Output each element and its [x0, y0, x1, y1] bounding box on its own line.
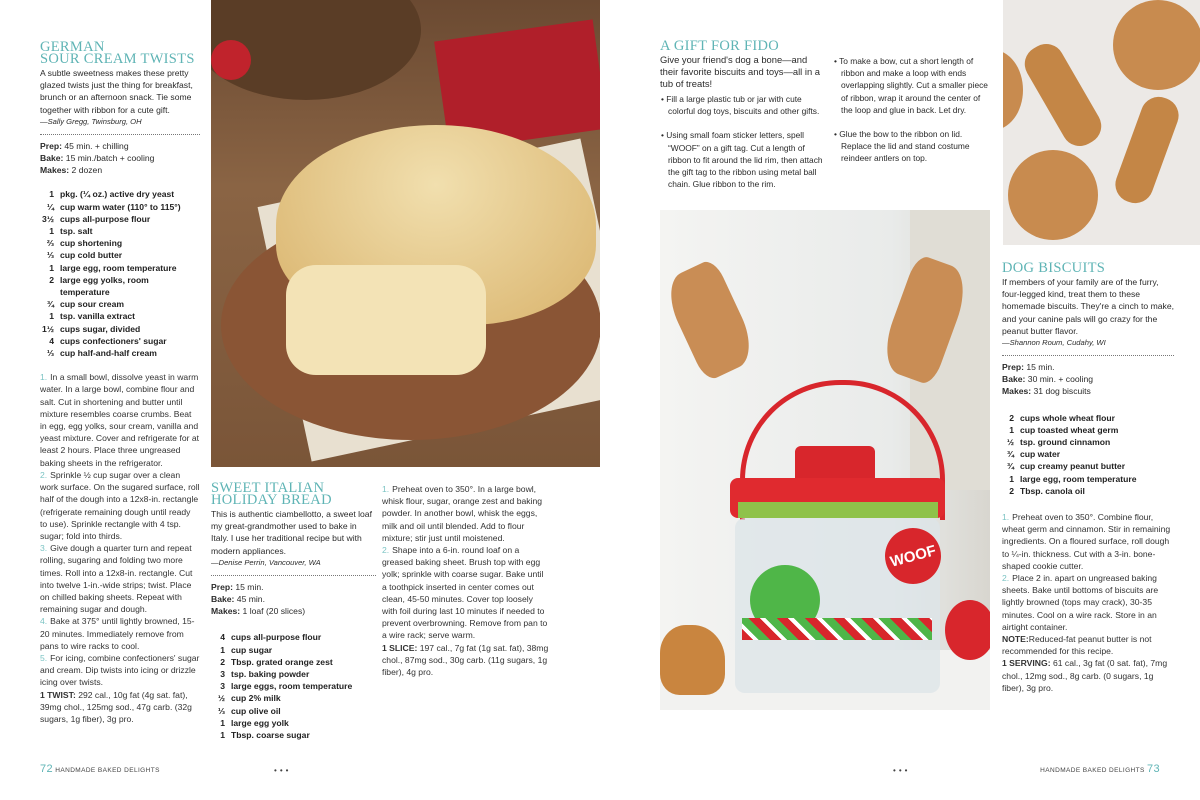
meta-prep [211, 581, 376, 593]
ingredient-name: cups whole wheat flour [1020, 412, 1116, 423]
ingredient-quantity: ¼ [46, 201, 54, 212]
ingredient [40, 262, 200, 274]
bullet-text: Using small foam sticker letters, spell “WOOF” on a gift tag. Cut a length of ribbon to fit around the lid rim, then attach the gift tag to the ribbon using metal ball chain. Glue ribbon to the rim. [666, 130, 823, 190]
ingredient [40, 201, 200, 213]
meta-value: 15 min. [235, 581, 264, 592]
meta-value: 45 min. [236, 594, 265, 605]
ingredient-quantity: 1 [1009, 473, 1014, 484]
meta-value: 15 min. [1026, 362, 1055, 373]
ingredient-list [211, 631, 376, 741]
recipe-meta [40, 140, 200, 177]
page-number-right: 73 [1146, 763, 1160, 775]
ingredient-name: cup creamy peanut butter [1020, 461, 1126, 472]
meta-prep [40, 140, 200, 152]
meta-bake [1002, 373, 1174, 385]
nutrition-label: 1 TWIST: [40, 689, 76, 700]
meta-value: 2 dozen [71, 165, 103, 176]
ingredient [40, 310, 200, 322]
ingredient-name: tsp. baking powder [231, 669, 310, 680]
ingredient-name: cup cold butter [60, 250, 123, 261]
ingredient-name: cup warm water (110° to 115°) [60, 201, 181, 212]
step [40, 615, 200, 652]
ingredient [211, 705, 376, 717]
ingredient-name: cup olive oil [231, 705, 281, 716]
instruction-bullet: • Using small foam sticker letters, spell “WOOF” on a gift tag. Cut a length of ribbon to fit around the lid rim, then attach the gift tag to the ribbon using metal ball chain. Glue ribbon to the rim. [661, 130, 823, 190]
section-name: HANDMADE BAKED DELIGHTS [1040, 767, 1145, 774]
ingredient [1000, 436, 1174, 448]
ornament [211, 40, 251, 80]
dog-treat-jar-photo [660, 210, 990, 710]
step-text: Give dough a quarter turn and repeat rolling, sugaring and folding two more times. Roll into a 12x8-in. rectangle. Cut into twelve 1-in.-wide strips; twist. Place on chilled baking sheets. Repeat with remaining sugar and dough. [40, 543, 193, 615]
round-biscuit [1113, 0, 1200, 90]
ingredient-name: cup sour cream [60, 299, 124, 310]
ingredient-quantity: 2 [1009, 485, 1014, 496]
step-number: 1. [382, 484, 390, 494]
step [40, 652, 200, 689]
recipe-german-sour-cream-twists [40, 41, 200, 725]
ingredient-quantity: 4 [49, 335, 54, 346]
ingredient [211, 692, 376, 704]
ingredient-quantity: 1 [49, 311, 54, 322]
nutrition-text: 292 cal., 10g fat (4g sat. fat), 39mg chol., 125mg sod., 47g carb. (32g sugars, 1g fiber), 3g pro. [40, 689, 192, 724]
title-line: SOUR CREAM TWISTS [40, 51, 195, 67]
bullet-text: To make a bow, cut a short length of ribbon and make a loop with ends overlapping slightly. Cut a smaller piece of ribbon, wrap it around the center of the loop and glue in back. Let dry. [839, 56, 988, 115]
recipe-title: DOG BISCUITS [1002, 260, 1106, 276]
step-number: 1. [40, 372, 48, 383]
meta-label: Prep: [1002, 362, 1024, 373]
striped-ribbon [742, 618, 932, 640]
step-number: 3. [40, 543, 48, 554]
gift-for-fido [660, 38, 990, 190]
recipe-intro: A subtle sweetness makes these pretty glazed twists just the thing for breakfast, brunch or an afternoon snack. Tie some together with ribbon for a cute gift. [40, 68, 193, 115]
meta-value: 30 min. + cooling [1027, 374, 1094, 385]
title-line: SWEET ITALIAN [211, 480, 325, 496]
instruction-bullet: • To make a bow, cut a short length of ribbon and make a loop with ends overlapping slightly. Cut a smaller piece of ribbon, wrap it around the center of the loop and glue in back. Let dry. [834, 56, 988, 115]
ingredient-name: large egg, room temperature [60, 262, 177, 273]
ingredient-name: cups all-purpose flour [60, 213, 151, 224]
recipe-sweet-italian-holiday-bread [211, 482, 376, 741]
ingredient-name: cups sugar, divided [60, 323, 141, 334]
bullet-text: Glue the bow to the ribbon on lid. Replace the lid and stand costume reindeer antlers on top. [839, 129, 970, 164]
recipe-note [1002, 633, 1174, 657]
meta-value: 15 min./batch + cooling [65, 153, 155, 164]
recipe-meta [211, 581, 376, 618]
recipe-byline: —Shannon Roum, Cudahy, WI [1002, 338, 1106, 348]
footer-dots: • • • [893, 766, 908, 775]
ingredient-list [1000, 412, 1174, 497]
step-number: 2. [40, 469, 48, 480]
ingredient-name: Tbsp. coarse sugar [231, 730, 310, 741]
ingredient [40, 225, 200, 237]
ingredient-name: cups confectioners' sugar [60, 335, 167, 346]
ingredient-quantity: 3 [220, 669, 225, 680]
ingredient [1000, 448, 1174, 460]
nutrition-facts [1002, 657, 1174, 694]
ingredient [211, 644, 376, 656]
round-biscuit [1003, 50, 1023, 130]
nutrition-text: 61 cal., 3g fat (0 sat. fat), 7mg chol., 12mg sod., 8g carb. (0 sugars, 1g fiber), 3g pro. [1002, 658, 1168, 693]
recipe-byline: —Denise Perrin, Vancouver, WA [211, 557, 321, 567]
ingredient [1000, 412, 1174, 424]
ingredient-name: cup 2% milk [231, 693, 281, 704]
ingredient-name: cup water [1020, 449, 1061, 460]
ingredient-quantity: 1 [1009, 424, 1014, 435]
ingredient-quantity: ⅔ [46, 238, 54, 249]
dotted-divider [1002, 355, 1174, 356]
ingredient-name: cup half-and-half cream [60, 348, 157, 359]
ingredient-name: tsp. salt [60, 226, 93, 237]
ingredient-name: tsp. ground cinnamon [1020, 437, 1111, 448]
ingredient [1000, 424, 1174, 436]
meta-makes [211, 605, 376, 617]
instructions-col2 [833, 55, 993, 177]
green-ribbon [738, 502, 938, 518]
recipe-dog-biscuits [1002, 262, 1174, 694]
step [40, 371, 200, 469]
recipe-steps [382, 483, 550, 642]
note-label: NOTE: [1002, 634, 1029, 645]
ingredient-quantity: ⅓ [46, 348, 54, 359]
step [1002, 572, 1174, 633]
ingredient [40, 347, 200, 359]
step-number: 2. [382, 545, 390, 556]
ingredient [40, 213, 200, 225]
section-name: HANDMADE BAKED DELIGHTS [55, 767, 160, 774]
meta-label: Prep: [40, 140, 62, 151]
ingredient-name: large egg yolks, room temperature [60, 274, 149, 298]
meta-label: Bake: [211, 594, 235, 605]
ingredient-name: cup toasted wheat germ [1020, 424, 1119, 435]
recipe-steps [1002, 511, 1174, 633]
step [40, 542, 200, 615]
ingredient [40, 335, 200, 347]
recipe-intro: This is authentic ciambellotto, a sweet loaf my great-grandmother used to bake in Italy. I use her traditional recipe but with modern appliances. [211, 509, 372, 556]
ingredient-quantity: 2 [220, 656, 225, 667]
ingredient [40, 298, 200, 310]
meta-prep [1002, 361, 1174, 373]
ingredient-quantity: ⅓ [217, 705, 225, 716]
ingredient [1000, 460, 1174, 472]
ingredient-name: cup shortening [60, 238, 123, 249]
nutrition-label: 1 SERVING: [1002, 658, 1051, 669]
recipe-title [211, 482, 376, 506]
meta-makes [40, 164, 200, 176]
left-antler [660, 257, 760, 382]
ingredient [211, 717, 376, 729]
step [1002, 511, 1174, 572]
ingredient-name: large egg yolk [231, 717, 289, 728]
ingredient-quantity: ⅓ [46, 250, 54, 261]
ingredient-quantity: 1½ [42, 323, 54, 334]
step-text: Place 2 in. apart on ungreased baking sheets. Bake until bottoms of biscuits are lightly browned (tops may crack), 30-35 minutes. Cool on a wire rack. Store in an airtight container. [1002, 573, 1159, 632]
ingredient-name: tsp. vanilla extract [60, 311, 135, 322]
ingredient [1000, 485, 1174, 497]
ingredient-quantity: ¾ [1006, 449, 1014, 460]
step-text: Bake at 375° until lightly browned, 15-20 minutes. Immediately remove from pans to wire racks to cool. [40, 616, 195, 651]
step [40, 469, 200, 542]
step [382, 544, 550, 642]
italian-bread-photo [211, 0, 600, 467]
ingredient-name: Tbsp. grated orange zest [231, 656, 333, 667]
ingredient [211, 668, 376, 680]
meta-label: Makes: [40, 165, 70, 176]
ingredient-name: Tbsp. canola oil [1020, 485, 1085, 496]
ingredient-quantity: ½ [217, 693, 225, 704]
step-number: 1. [1002, 512, 1010, 523]
squirrel-biscuit [660, 625, 725, 695]
ingredient [211, 680, 376, 692]
woof-gift-tag: WOOF [879, 522, 948, 591]
ingredient-quantity: 1 [49, 189, 54, 200]
ingredient [1000, 473, 1174, 485]
ingredient [40, 188, 200, 200]
bullet-text: Fill a large plastic tub or jar with cute colorful dog toys, biscuits and other gifts. [666, 94, 820, 117]
ingredient [211, 656, 376, 668]
recipe-meta [1002, 361, 1174, 398]
dotted-divider [211, 575, 376, 576]
meta-label: Bake: [1002, 374, 1026, 385]
round-biscuit [1008, 150, 1098, 240]
footer-left [40, 763, 160, 775]
ingredient-quantity: 4 [220, 632, 225, 643]
nutrition-facts [382, 642, 550, 679]
meta-makes [1002, 385, 1174, 397]
bone-biscuit [1018, 37, 1108, 152]
step-text: Preheat oven to 350°. In a large bowl, whisk flour, sugar, orange zest and baking powder. In another bowl, whisk the eggs, milk and oil until blended. Add to flour mixture; stir just until moistened. [382, 484, 543, 543]
bone-biscuit [1110, 92, 1183, 208]
ingredient [40, 249, 200, 261]
ingredient-quantity: ¾ [1006, 461, 1014, 472]
note-text: Reduced-fat peanut butter is not recommended for this recipe. [1002, 634, 1152, 657]
ingredient-quantity: 1 [49, 262, 54, 273]
ingredient-list [40, 188, 200, 359]
footer-right [1040, 763, 1160, 775]
recipe-title [40, 41, 200, 65]
ingredient [40, 274, 200, 298]
page-number-left: 72 [40, 763, 54, 775]
ingredient [40, 323, 200, 335]
step [382, 483, 550, 544]
meta-bake [211, 593, 376, 605]
title-line: GERMAN [40, 39, 105, 55]
step-text: Sprinkle ½ cup sugar over a clean work surface. On the sugared surface, roll half of the dough into a 12x8-in. rectangle (refrigerate remaining dough until ready to use). Sprinkle rectangle with 4 tsp. sugar; fold into thirds. [40, 469, 200, 541]
ingredient-quantity: 1 [220, 717, 225, 728]
step-number: 2. [1002, 573, 1010, 584]
ingredient [40, 237, 200, 249]
ingredient-quantity: 1 [220, 644, 225, 655]
dotted-divider [40, 134, 200, 135]
ingredient-quantity: 3 [220, 681, 225, 692]
ingredient-quantity: ¾ [46, 299, 54, 310]
ingredient-quantity: 3½ [42, 213, 54, 224]
recipe-byline: —Sally Gregg, Twinsburg, OH [40, 116, 142, 126]
meta-value: 1 loaf (20 slices) [242, 606, 306, 617]
recipe-steps [40, 371, 200, 688]
instruction-bullet: • Fill a large plastic tub or jar with cute colorful dog toys, biscuits and other gifts. [661, 94, 820, 117]
ingredient [211, 729, 376, 741]
meta-value: 31 dog biscuits [1033, 386, 1091, 397]
ingredient-quantity: 2 [1009, 412, 1014, 423]
ingredient [211, 631, 376, 643]
ingredient-name: large egg, room temperature [1020, 473, 1137, 484]
instruction-bullet: • Glue the bow to the ribbon on lid. Replace the lid and stand costume reindeer antlers on top. [834, 129, 970, 164]
meta-label: Prep: [211, 581, 233, 592]
nutrition-text: 197 cal., 7g fat (1g sat. fat), 38mg chol., 87mg sod., 30g carb. (11g sugars, 1g fiber), 4g pro. [382, 642, 549, 678]
step-text: Shape into a 6-in. round loaf on a greased baking sheet. Brush top with egg yolk; sprinkle with coarse sugar. Bake until a toothpick inserted in center comes out clean, 45-50 minutes. Cover top loosely with foil during last 10 minutes if needed to prevent overbrowning. Remove from pan to a wire rack; serve warm. [382, 545, 548, 641]
nutrition-label: 1 SLICE: [382, 642, 418, 653]
ingredient-quantity: 1 [220, 730, 225, 741]
step-text: Preheat oven to 350°. Combine flour, wheat germ and cinnamon. Stir in remaining ingredients. On a floured surface, roll dough to ¼-in. thickness. Cut with a 3-in. bone-shaped cookie cutter. [1002, 512, 1171, 571]
step-number: 4. [40, 616, 48, 627]
dog-biscuits-photo [1003, 0, 1200, 245]
italian-directions [382, 483, 550, 678]
section-title: A GIFT FOR FIDO [660, 38, 780, 54]
ingredient-quantity: 2 [49, 274, 54, 285]
nutrition-facts [40, 689, 200, 726]
step-text: In a small bowl, dissolve yeast in warm water. In a large bowl, combine flour and salt. Cut in shortening and butter until mixture resembles coarse crumbs. Beat in egg, egg yolks, sour cream, vanilla and yeast mixture. Cover and refrigerate for at least 2 hours. Place three ungreased baking sheets in the refrigerator. [40, 372, 200, 468]
ingredient-quantity: ½ [1006, 437, 1014, 448]
bread-slices [286, 265, 486, 375]
step-number: 5. [40, 652, 48, 663]
ingredient-name: pkg. (¼ oz.) active dry yeast [60, 189, 175, 200]
meta-label: Makes: [1002, 386, 1032, 397]
ingredient-name: cups all-purpose flour [231, 632, 322, 643]
section-intro: Give your friend's dog a bone—and their favorite biscuits and toys—all in a tub of treats! [660, 54, 820, 90]
meta-bake [40, 152, 200, 164]
ingredient-quantity: 1 [49, 226, 54, 237]
ingredient-name: cup sugar [231, 644, 273, 655]
title-line: HOLIDAY BREAD [211, 492, 332, 508]
meta-label: Makes: [211, 606, 241, 617]
instructions-col1 [660, 93, 825, 202]
recipe-intro: If members of your family are of the furry, four-legged kind, treat them to these homemade biscuits. They're a cinch to make, and your canine pals will go crazy for the peanut butter flavor. [1002, 277, 1175, 336]
meta-value: 45 min. + chilling [64, 140, 129, 151]
meta-label: Bake: [40, 153, 64, 164]
step-text: For icing, combine confectioners' sugar and cream. Dip twists into icing or drizzle icing over twists. [40, 652, 200, 688]
footer-dots: • • • [274, 766, 289, 775]
red-ball [945, 600, 990, 660]
ingredient-name: large eggs, room temperature [231, 681, 353, 692]
